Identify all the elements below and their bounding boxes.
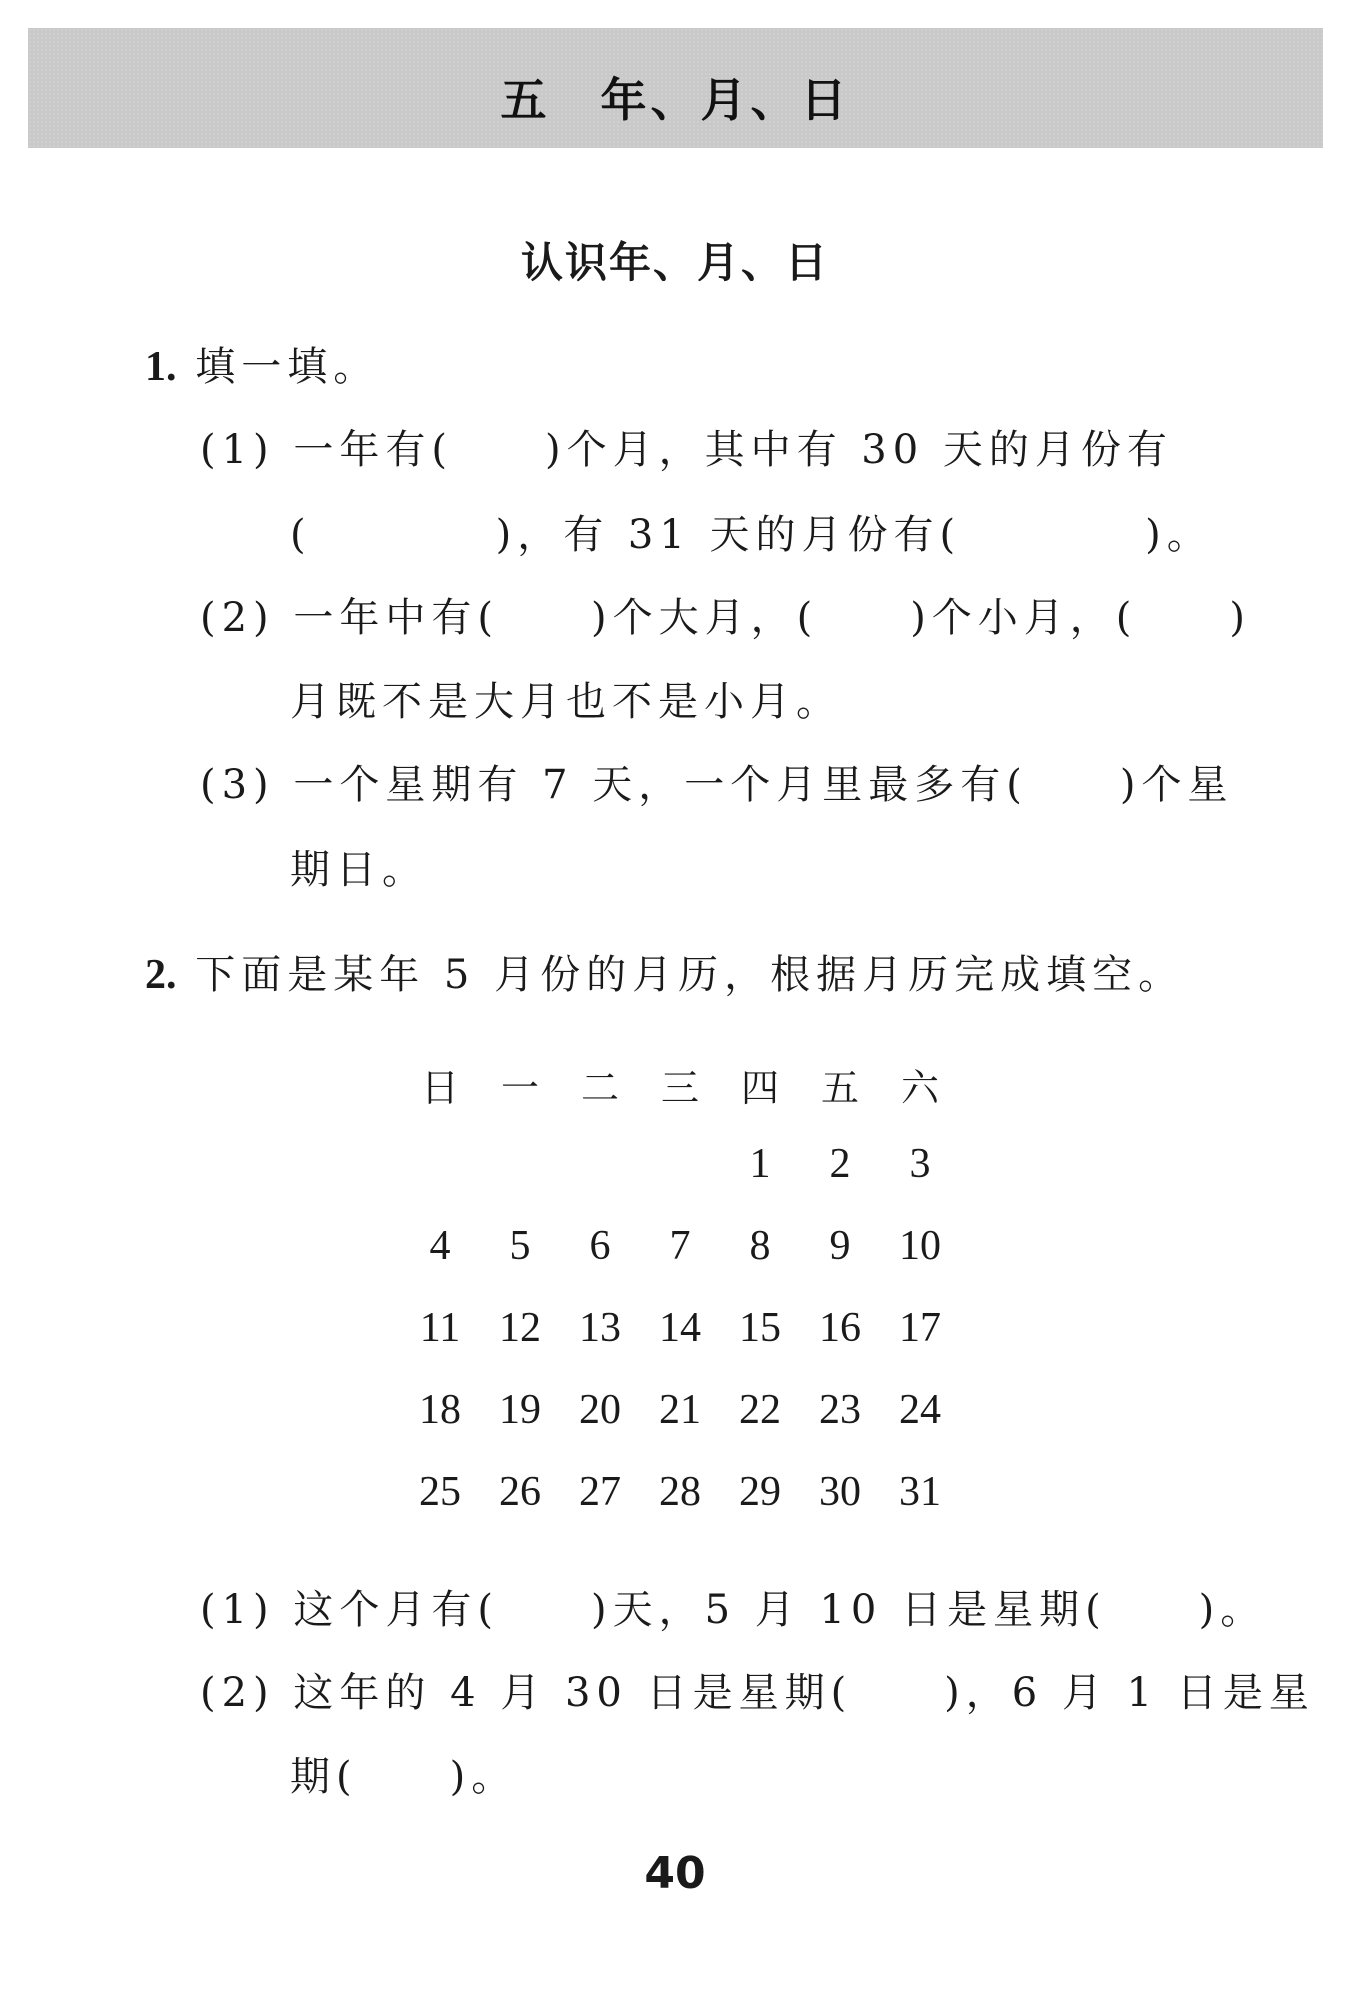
calendar-day: 21: [659, 1387, 701, 1433]
calendar-day: 14: [659, 1305, 701, 1351]
calendar-day: 29: [739, 1469, 781, 1515]
calendar-week: [400, 1451, 960, 1533]
calendar-day: [560, 1123, 640, 1205]
calendar-week: [400, 1205, 960, 1287]
calendar-day: 4: [429, 1223, 451, 1269]
q1-item3-line1: (3) 一个星期有 7 天，一个月里最多有( )个星: [200, 762, 1234, 808]
calendar-day: 6: [589, 1223, 611, 1269]
calendar-day: 10: [899, 1223, 941, 1269]
calendar-day: 15: [739, 1305, 781, 1351]
may-calendar: [400, 1045, 960, 1533]
calendar-day: 9: [829, 1223, 851, 1269]
calendar-day: 3: [909, 1141, 931, 1187]
calendar-day: 18: [419, 1387, 461, 1433]
calendar-day: 20: [579, 1387, 621, 1433]
calendar-day: 27: [579, 1469, 621, 1515]
calendar-day: 8: [749, 1223, 771, 1269]
calendar-day: 13: [579, 1305, 621, 1351]
calendar-week: [400, 1287, 960, 1369]
chapter-header: [28, 28, 1323, 148]
calendar-day: 7: [669, 1223, 691, 1269]
calendar-day: 12: [499, 1305, 541, 1351]
calendar-week: [400, 1123, 960, 1205]
calendar-day: [480, 1123, 560, 1205]
q1-item3-line2: 期日。: [290, 847, 428, 893]
q1-heading: [145, 342, 379, 392]
calendar-day: 26: [499, 1469, 541, 1515]
q2-heading: [145, 950, 1184, 1000]
q1-number: 1.: [145, 344, 177, 390]
calendar-day: 1: [749, 1141, 771, 1187]
calendar-day: [400, 1123, 480, 1205]
calendar-day: 28: [659, 1469, 701, 1515]
weekday-mon: 一: [500, 1065, 539, 1110]
calendar-day: 16: [819, 1305, 861, 1351]
page-number: 40: [644, 1848, 706, 1899]
chapter-title: [501, 64, 851, 130]
calendar-day: 25: [419, 1469, 461, 1515]
q1-item2-line1: (2) 一年中有( )个大月，( )个小月，( ): [200, 595, 1252, 641]
calendar-day: 11: [419, 1305, 461, 1351]
q2-instruction: 下面是某年 5 月份的月历，根据月历完成填空。: [195, 952, 1185, 998]
q1-item1-line1: (1) 一年有( )个月，其中有 30 天的月份有: [200, 427, 1173, 473]
calendar-day: 17: [899, 1305, 941, 1351]
q2-item2-line2: 期( )。: [290, 1754, 518, 1800]
q2-item2-line1: (2) 这年的 4 月 30 日是星期( )，6 月 1 日是星: [200, 1670, 1315, 1716]
q2-number: 2.: [145, 952, 177, 998]
q1-instruction: 填一填。: [195, 344, 380, 390]
q1-item1-line2: ( )，有 31 天的月份有( )。: [290, 512, 1213, 558]
calendar-day: [640, 1123, 720, 1205]
chapter-name: 年、月、日: [600, 73, 851, 127]
calendar-weekday-row: [400, 1045, 960, 1123]
chapter-number: 五: [500, 73, 551, 127]
weekday-sat: 六: [900, 1065, 939, 1110]
weekday-thu: 四: [740, 1065, 779, 1110]
weekday-sun: 日: [420, 1065, 459, 1110]
calendar-day: 19: [499, 1387, 541, 1433]
calendar-day: 24: [899, 1387, 941, 1433]
q2-item1-line1: (1) 这个月有( )天，5 月 10 日是星期( )。: [200, 1587, 1267, 1633]
weekday-tue: 二: [580, 1065, 619, 1110]
calendar-day: 30: [819, 1469, 861, 1515]
calendar-day: 5: [509, 1223, 531, 1269]
calendar-day: 31: [899, 1469, 941, 1515]
weekday-wed: 三: [660, 1065, 699, 1110]
section-title: 认识年、月、日: [520, 238, 829, 287]
q1-item2-line2: 月既不是大月也不是小月。: [290, 679, 842, 725]
weekday-fri: 五: [820, 1065, 859, 1110]
calendar-day: 2: [829, 1141, 851, 1187]
calendar-day: 22: [739, 1387, 781, 1433]
calendar-week: [400, 1369, 960, 1451]
calendar-day: 23: [819, 1387, 861, 1433]
